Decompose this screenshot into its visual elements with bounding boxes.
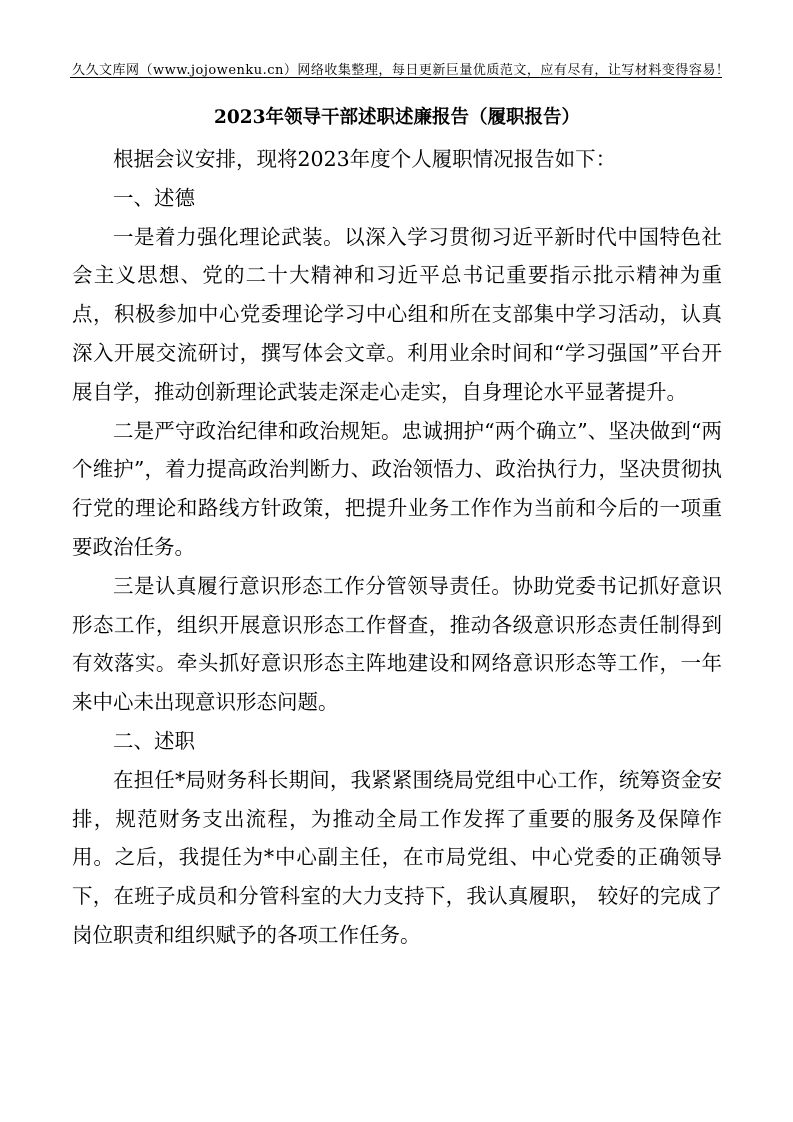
body-paragraph: 二是严守政治纪律和政治规矩。忠诚拥护“两个确立”、坚决做到“两个维护”，着力提高政治判断力、政治领悟力、政治执行力，坚决贯彻执行党的理论和路线方针政策，把提升业务工作作为当前和今后的一项重要政治任务。 <box>72 418 722 559</box>
body-paragraph: 一是着力强化理论武装。以深入学习贯彻习近平新时代中国特色社会主义思想、党的二十大精神和习近平总书记重要指示批示精神为重点，积极参加中心党委理论学习中心组和所在支部集中学习活动，认真深入开展交流研讨，撰写体会文章。利用业余时间和“学习强国”平台开展自学，推动创新理论武装走深走心走实，自身理论水平显著提升。 <box>72 224 722 404</box>
section-heading-duties: 二、述职 <box>113 728 195 753</box>
document-title: 2023年领导干部述职述廉报告（履职报告） <box>214 107 580 128</box>
page-header: 久久文库网（www.jojowenku.cn）网络收集整理，每日更新巨量优质范文，应有尽有，让写材料变得容易！ <box>72 63 730 78</box>
header-divider <box>70 77 722 78</box>
document-body <box>72 140 722 955</box>
body-paragraph: 在担任*局财务科长期间，我紧紧围绕局党组中心工作，统筹资金安排，规范财务支出流程，为推动全局工作发挥了重要的服务及保障作用。之后，我提任为*中心副主任，在市局党组、中心党委的正确领导下，在班子成员和分管科室的大力支持下，我认真履职， 较好的完成了岗位职责和组织赋予的各项工作任务。 <box>72 767 722 947</box>
intro-paragraph: 根据会议安排，现将2023年度个人履职情况报告如下： <box>113 147 617 171</box>
body-paragraph: 三是认真履行意识形态工作分管领导责任。协助党委书记抓好意识形态工作，组织开展意识形态工作督查，推动各级意识形态责任制得到有效落实。牵头抓好意识形态主阵地建设和网络意识形态等工作，一年来中心未出现意识形态问题。 <box>72 573 722 715</box>
section-heading-morality: 一、述德 <box>113 185 195 210</box>
